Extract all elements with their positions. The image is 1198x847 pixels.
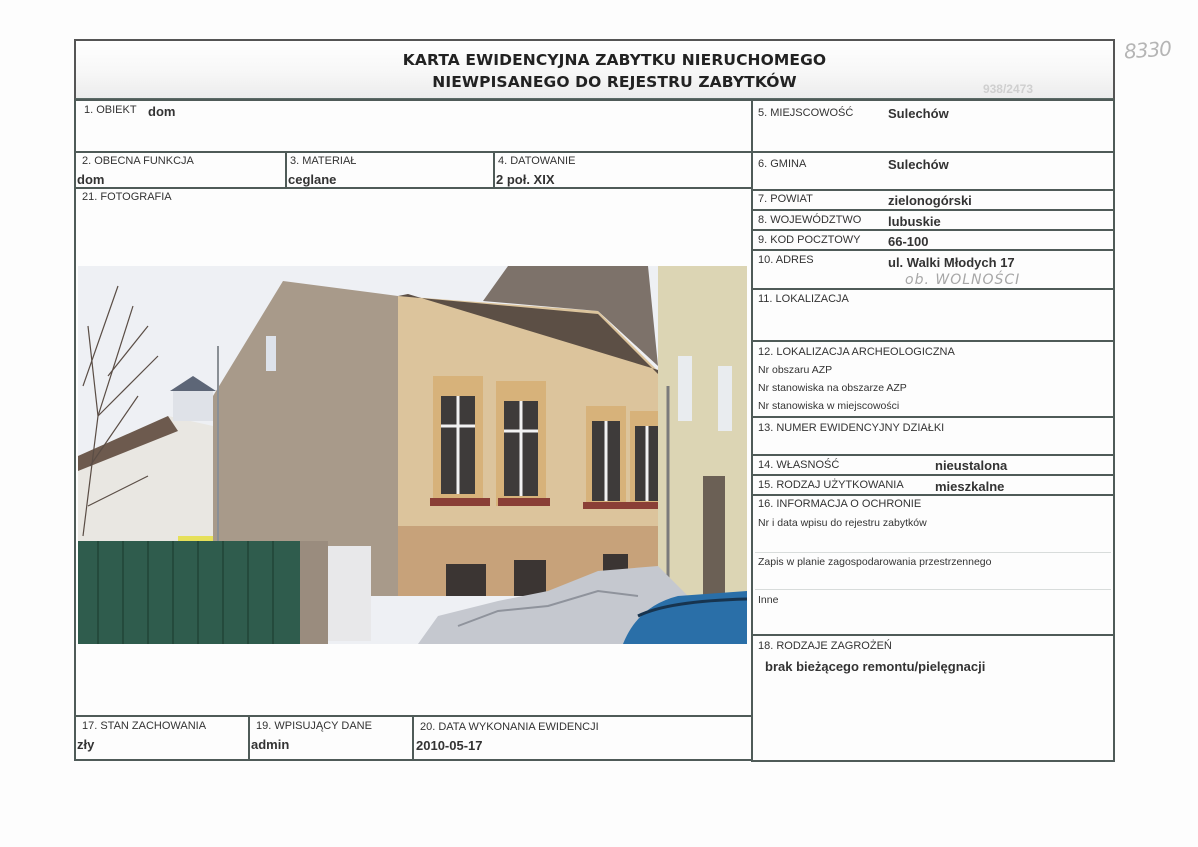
field-gmina: [751, 151, 1115, 191]
field-rodzaj-uzytkowania: [751, 474, 1115, 496]
handwritten-address-note: ob. WOLNOŚCI: [905, 272, 1021, 288]
field-value: 2010-05-17: [416, 738, 483, 753]
field-obecna-funkcja: [74, 151, 287, 189]
field-label: 19. WPISUJĄCY DANE: [256, 720, 372, 732]
field-material: [285, 151, 495, 189]
field-value: zły: [77, 737, 95, 752]
field-value: ceglane: [288, 172, 337, 187]
field-numer-dzialki: [751, 416, 1115, 456]
field-obiekt: [74, 99, 753, 153]
field-value: zielonogórski: [888, 193, 972, 208]
field-datowanie: [493, 151, 753, 189]
field-label: 4. DATOWANIE: [498, 155, 576, 167]
field-wojewodztwo: [751, 209, 1115, 231]
building-photo-image: [78, 266, 747, 644]
building-photo: [78, 266, 747, 644]
field-value: Sulechów: [888, 106, 949, 121]
document-title-line2: NIEWPISANEGO DO REJESTRU ZABYTKÓW: [432, 73, 797, 91]
field-label: 12. LOKALIZACJA ARCHEOLOGICZNA: [758, 346, 955, 358]
field-wpisujacy-dane: [248, 715, 414, 761]
field-label: 3. MATERIAŁ: [290, 155, 357, 167]
field-value: nieustalona: [935, 458, 1008, 473]
field-label: 15. RODZAJ UŻYTKOWANIA: [758, 479, 904, 491]
divider: [755, 589, 1111, 590]
field-value: brak bieżącego remontu/pielęgnacji: [765, 659, 986, 674]
field-miejscowosc: [751, 99, 1115, 153]
field-value: mieszkalne: [935, 479, 1005, 494]
ghost-record-number: 938/2473: [982, 82, 1033, 96]
field-label: 9. KOD POCZTOWY: [758, 234, 861, 246]
field-label: 7. POWIAT: [758, 193, 813, 205]
divider: [755, 552, 1111, 553]
field-lokalizacja: [751, 288, 1115, 342]
field-value: lubuskie: [888, 214, 941, 229]
sub-line-nr-stanowiska-azp: Nr stanowiska na obszarze AZP: [758, 382, 907, 394]
field-label: 21. FOTOGRAFIA: [82, 191, 172, 203]
field-value: 2 poł. XIX: [496, 172, 555, 187]
field-value: ul. Walki Młodych 17: [888, 255, 1015, 270]
sub-line-nr-obszaru-azp: Nr obszaru AZP: [758, 364, 833, 376]
field-label: 14. WŁASNOŚĆ: [758, 459, 840, 471]
field-label: 8. WOJEWÓDZTWO: [758, 214, 862, 226]
field-value: Sulechów: [888, 157, 949, 172]
sub-line-nr-i-data-wpisu: Nr i data wpisu do rejestru zabytków: [758, 517, 927, 529]
field-value: dom: [77, 172, 105, 187]
field-value: dom: [148, 104, 176, 119]
field-label: 16. INFORMACJA O OCHRONIE: [758, 498, 922, 510]
field-label: 2. OBECNA FUNKCJA: [82, 155, 194, 167]
field-value: admin: [251, 737, 290, 752]
field-wlasnosc: [751, 454, 1115, 476]
document-header: [74, 39, 1115, 101]
field-stan-zachowania: [74, 715, 250, 761]
field-data-wykonania: [412, 715, 753, 761]
field-label: 5. MIEJSCOWOŚĆ: [758, 107, 854, 119]
field-label: 13. NUMER EWIDENCYJNY DZIAŁKI: [758, 422, 945, 434]
field-rodzaje-zagrozen: [751, 634, 1115, 762]
sub-line-nr-stanowiska-miejscowosc: Nr stanowiska w miejscowości: [758, 400, 900, 412]
field-label: 17. STAN ZACHOWANIA: [82, 720, 207, 732]
field-label: 18. RODZAJE ZAGROŻEŃ: [758, 640, 892, 652]
handwritten-number: 8330: [1123, 36, 1172, 64]
field-label: 6. GMINA: [758, 158, 807, 170]
field-value: 66-100: [888, 234, 929, 249]
sub-line-zapis-w-planie: Zapis w planie zagospodarowania przestrzennego: [758, 556, 992, 568]
field-label: 11. LOKALIZACJA: [758, 293, 849, 305]
document-title-line1: KARTA EWIDENCYJNA ZABYTKU NIERUCHOMEGO: [402, 51, 827, 69]
field-powiat: [751, 189, 1115, 211]
field-label: 10. ADRES: [758, 254, 814, 266]
field-lokalizacja-archeologiczna: [751, 340, 1115, 418]
field-adres: [751, 249, 1115, 290]
field-label: 1. OBIEKT: [84, 104, 137, 116]
field-label: 20. DATA WYKONANIA EWIDENCJI: [420, 721, 599, 733]
field-kod-pocztowy: [751, 229, 1115, 251]
sub-line-inne: Inne: [758, 594, 779, 606]
field-informacja-o-ochronie: [751, 494, 1115, 636]
